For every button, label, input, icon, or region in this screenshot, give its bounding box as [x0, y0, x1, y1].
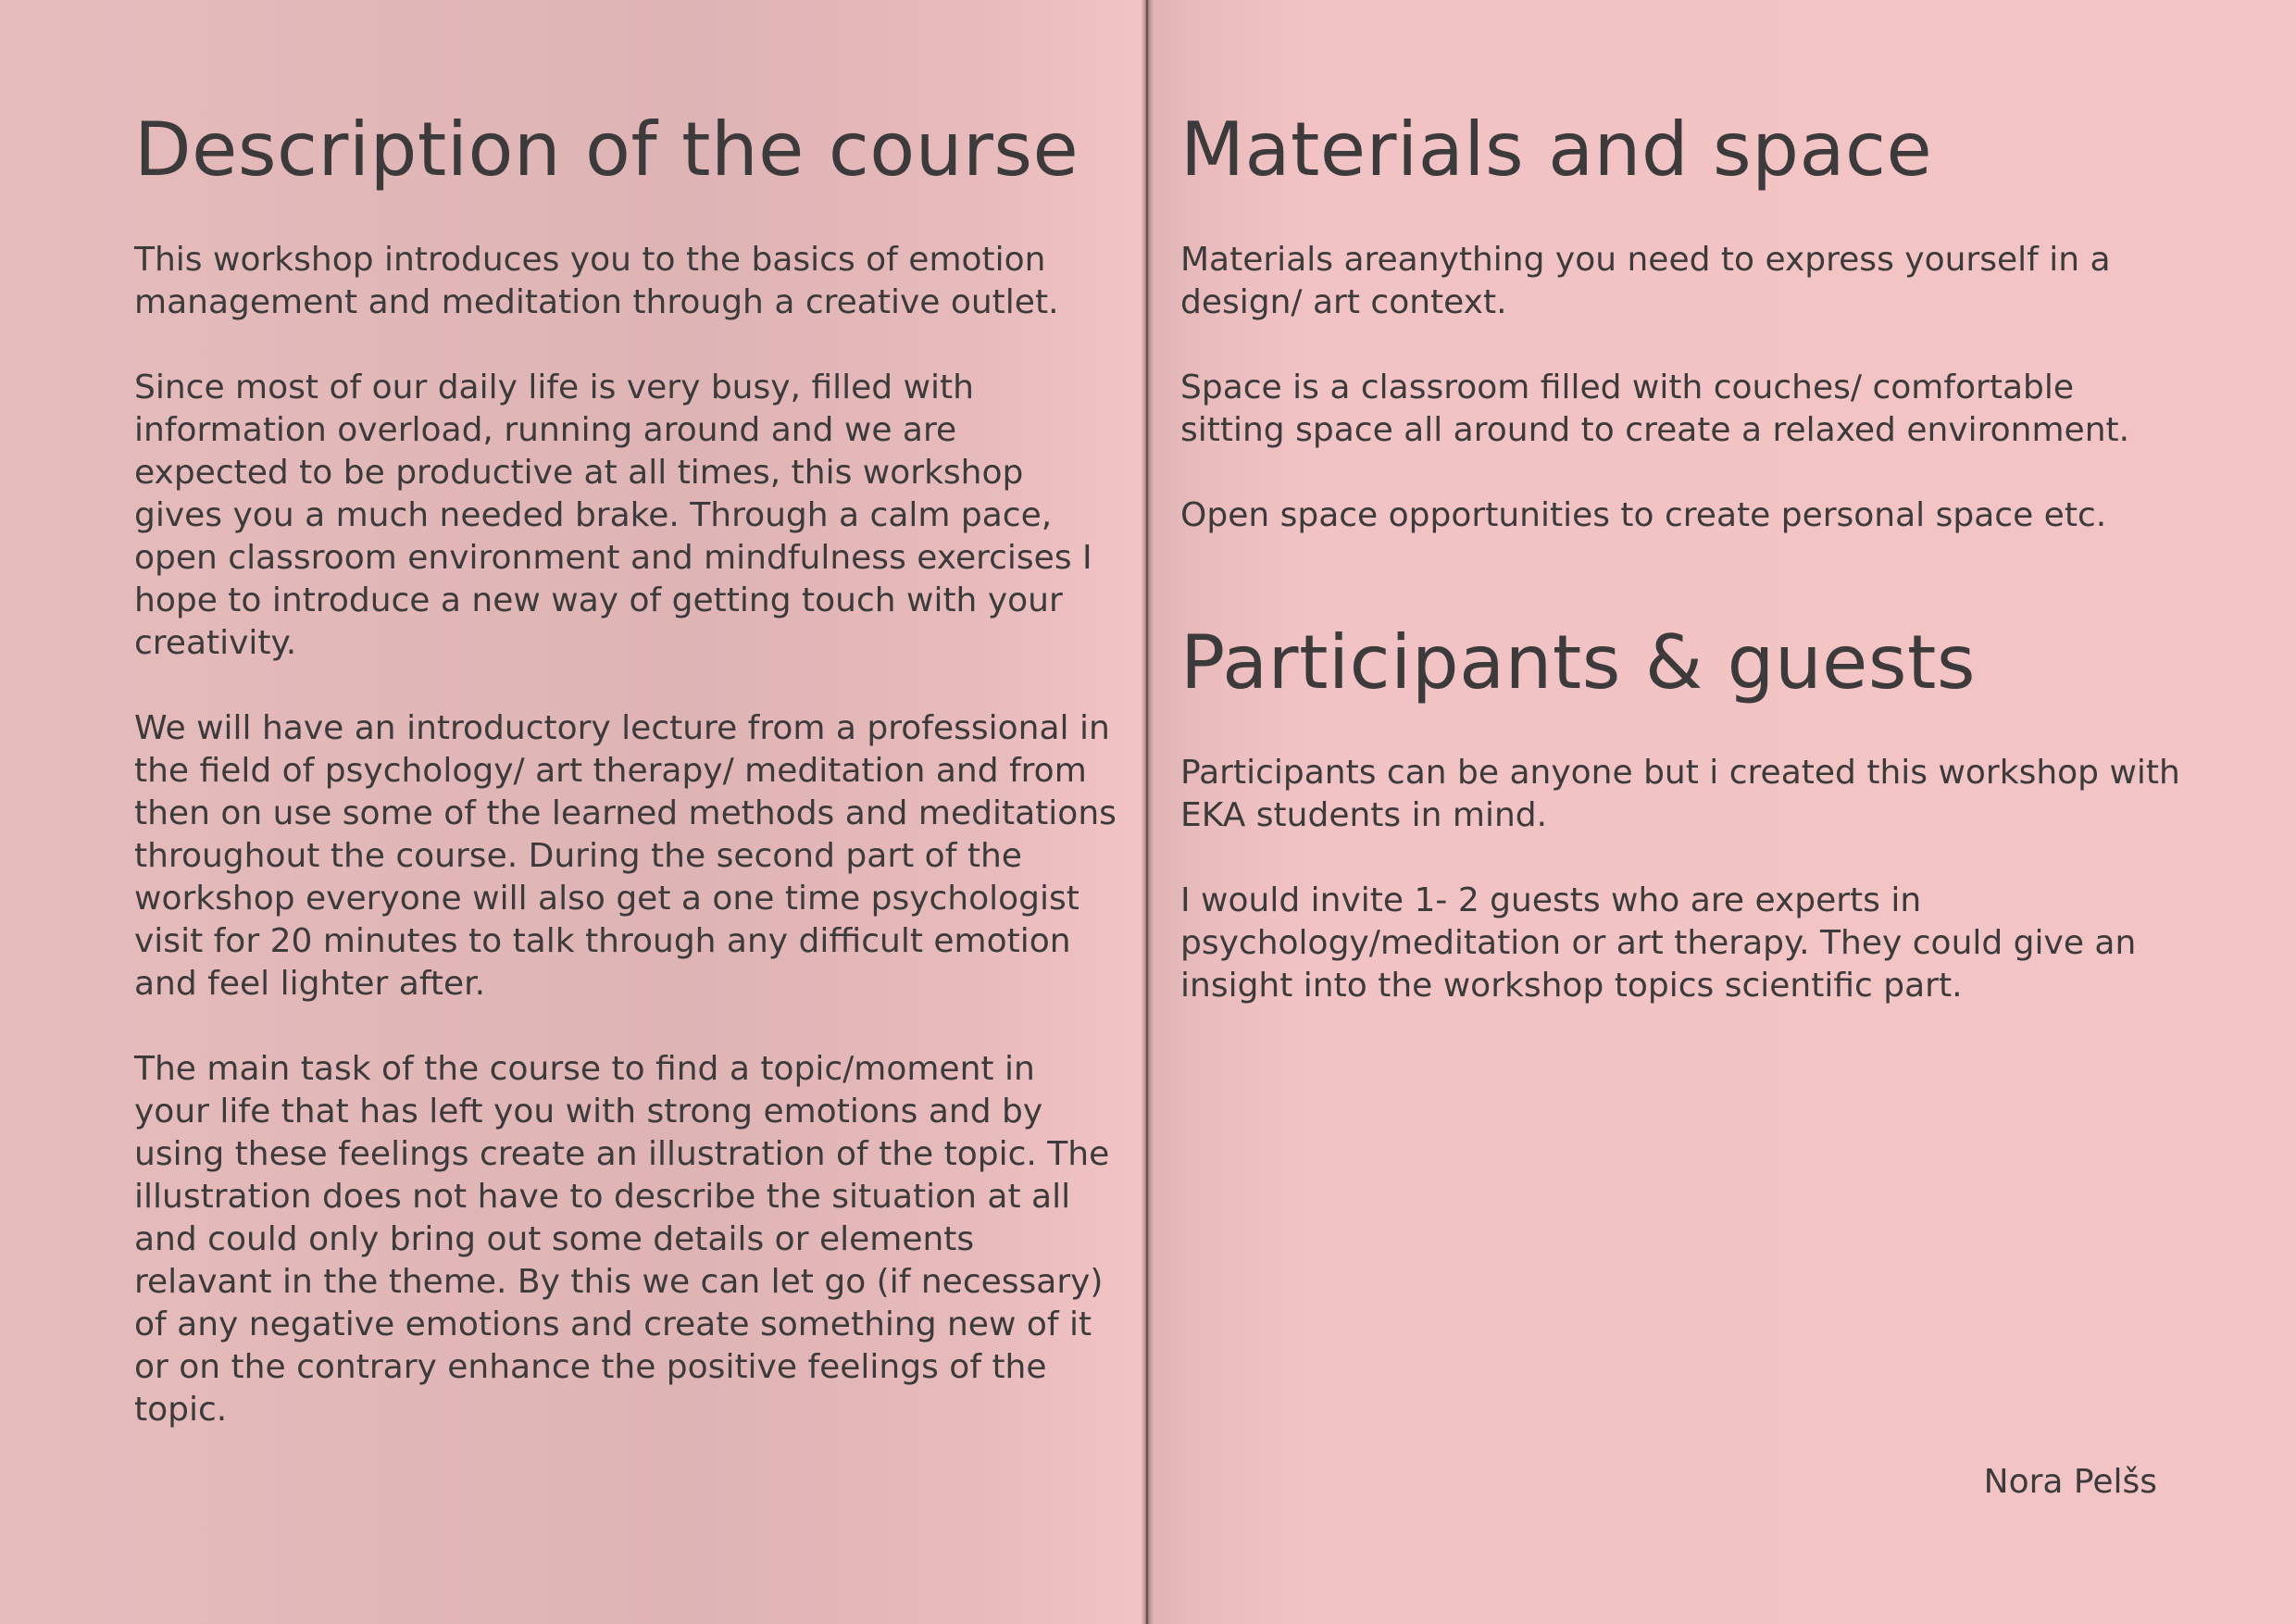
- book-gutter: [1141, 0, 1154, 1624]
- course-description-paragraph: The main task of the course to find a topic/moment in your life that has left you with strong emotions and by using these feelings create an illustration of the topic. The illustration does not have to describe the situation at all and could only bring out some details or elements relavant in the theme. By this we can let go (if necessary) of any negative emotions and create something new of it or on the contrary enhance the positive feelings of the topic.: [134, 1050, 1110, 1429]
- materials-body: [1180, 239, 2180, 537]
- course-description-section: [134, 0, 1120, 1431]
- materials-section: [1180, 106, 2180, 537]
- participants-heading: Participants & guests: [1180, 619, 1977, 706]
- course-description-body: [134, 239, 1120, 1431]
- participants-body: [1180, 752, 2180, 1007]
- participants-paragraph: Participants can be anyone but i created this workshop with EKA students in mind.: [1180, 754, 2180, 834]
- participants-paragraph: I would invite 1- 2 guests who are experts in psychology/meditation or art therapy. They could give an insight into the workshop topics scientific part.: [1180, 881, 2137, 1005]
- materials-paragraph: Space is a classroom filled with couches/ comfortable sitting space all around to create a relaxed environment.: [1180, 369, 2130, 449]
- course-description-paragraph: This workshop introduces you to the basics of emotion management and meditation through a creative outlet.: [134, 241, 1059, 321]
- course-description-paragraph: Since most of our daily life is very busy, filled with information overload, running around and we are expected to be productive at all times, this workshop gives you a much needed brake. Through a calm pace, open classroom environment and mindfulness exercises I hope to introduce a new way of getting touch with your creativity.: [134, 369, 1092, 662]
- course-description-paragraph: We will have an introductory lecture from a professional in the field of psychology/ art therapy/ meditation and from then on use some of the learned methods and meditations throughout the course. During the second part of the workshop everyone will also get a one time psychologist visit for 20 minutes to talk through any difficult emotion and feel lighter after.: [134, 709, 1117, 1003]
- materials-paragraph: Open space opportunities to create personal space etc.: [1180, 496, 2107, 534]
- participants-section: [1180, 619, 2180, 1007]
- right-page-content: [1180, 0, 2180, 1007]
- materials-heading: Materials and space: [1180, 106, 1933, 193]
- course-description-heading: Description of the course: [134, 106, 1079, 193]
- materials-paragraph: Materials areanything you need to express yourself in a design/ art context.: [1180, 241, 2111, 321]
- author-signature: Nora Pelšs: [1983, 1463, 2157, 1501]
